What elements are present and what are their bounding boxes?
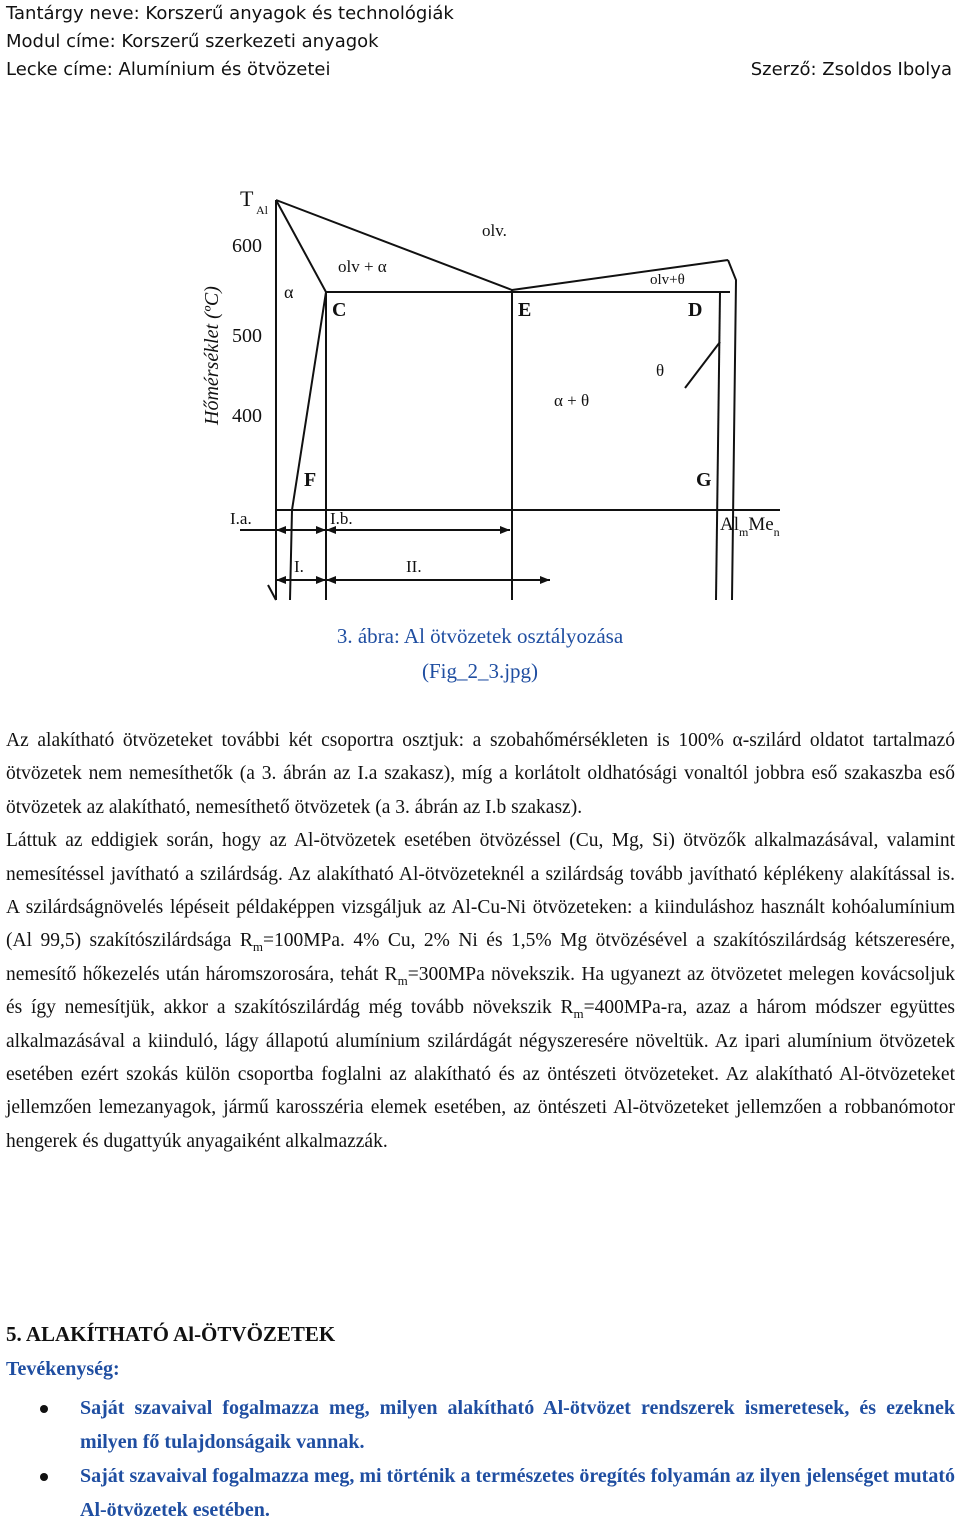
y-axis-label: Hőmérséklet (ºC) — [201, 286, 223, 425]
region-olv-alpha: olv + α — [338, 257, 387, 276]
phase-diagram — [180, 180, 780, 610]
liquidus-right — [512, 260, 728, 290]
compound-label: $Al_mMe_n$ — [720, 514, 780, 539]
tick-500: 500 — [232, 325, 262, 347]
point-g: G — [696, 469, 712, 491]
bullet-icon — [40, 1405, 48, 1413]
figure-caption: 3. ábra: Al ötvözetek osztályozása — [336, 624, 624, 648]
activity-list — [0, 1392, 955, 1528]
region-olv: olv. — [482, 221, 507, 240]
solvus-line — [276, 200, 326, 600]
range-ii-label: II. — [406, 557, 422, 576]
solvus-right — [716, 292, 720, 600]
region-olv-theta: olv+θ — [650, 272, 685, 288]
range-i-label: I. — [294, 557, 304, 576]
compound-line — [728, 260, 736, 600]
module-line: Modul címe: Korszerű szerkezeti anyagok — [6, 31, 379, 52]
figure-file-name: (Fig_2_3.jpg) — [421, 659, 539, 683]
phase-diagram-figure — [180, 180, 780, 610]
theta-pointer — [685, 342, 720, 388]
body-text — [6, 724, 955, 1158]
lesson-row — [6, 56, 952, 84]
list-item: Saját szavaival fogalmazza meg, mi történik a természetes öregítés folyamán az ilyen jelenséget mutató Al-ötvözetek esetében. — [0, 1460, 955, 1527]
activity-label: Tevékenység: — [6, 1358, 120, 1380]
tick-600: 600 — [232, 235, 262, 257]
lesson-line: Lecke címe: Alumínium és ötvözetei — [6, 59, 331, 80]
author-line: Szerző: Zsoldos Ibolya — [750, 59, 952, 80]
tick-400: 400 — [232, 405, 262, 427]
bullet-icon — [40, 1473, 48, 1481]
paragraph-2: Láttuk az eddigiek során, hogy az Al-ötvözetek esetében ötvözéssel (Cu, Mg, Si) ötvözők alkalmazásával, valamint nemesítéssel javítható a szilárdság. Az alakítható Al-ötvözeteknél a szilárdság tovább javítható képlékeny alakítással is. A szilárdságnövelés lépéseit példaképpen vizsgáljuk az Al-Cu-Ni ötvözeteken: a kiinduláshoz használt kohóalumínium (Al 99,5) szakítószilárdsága $R_m=100MPa$. 4% Cu, 2% Ni és 1,5% Mg ötvözésével a szakítószilárdság kétszeresére, nemesítő hőkezelés után háromszorosára, tehát $R_m=300MPa$ növekszik. Ha ugyanezt az ötvözetet melegen kovácsoljuk és így nemesítjük, akkor a szakítószilárdág még tovább növekszik $R_m=400MPa-ra$, azaz a három módszer együttes alkalmazásával a kiinduló, lágy állapotú alumínium szilárdágát négyszeresére növeltük. Az ipari alumínium ötvözetek esetében ezért szokás külön csoportba foglalni az alakítható és az öntészeti ötvözeteket. Az alakítható Al-ötvözeteket jellemzően lemezanyagok, jármű karosszéria elemek esetében, az öntészeti Al-ötvözeteket jellemzően a robbanómotor hengerek és dugattyúk anyagaiként alkalmazzák. — [6, 830, 956, 1152]
subject-line: Tantárgy neve: Korszerű anyagok és technológiák — [6, 3, 454, 24]
list-item: Saját szavaival fogalmazza meg, milyen alakítható Al-ötvözet rendszerek ismeretesek, és ezeknek milyen fő tulajdonságaik vannak. — [0, 1392, 955, 1459]
point-d: D — [688, 299, 703, 321]
section-title: 5. ALAKÍTHATÓ Al-ÖTVÖZETEK — [6, 1322, 336, 1346]
t-sub: Al — [256, 203, 268, 217]
page-header — [6, 0, 952, 84]
liquidus-left — [276, 200, 512, 290]
point-f: F — [304, 469, 317, 491]
paragraph-1: Az alakítható ötvözeteket további két csoportra osztjuk: a szobahőmérsékleten is 100% α-szilárd oldatot tartalmazó ötvözetek nem nemesíthetők (a 3. ábrán az I.a szakasz), míg a korlátolt oldhatósági vonaltól jobbra eső szakaszba eső ötvözetek az alakítható, nemesíthető ötvözetek (a 3. ábrán az I.b szakasz). — [6, 730, 955, 818]
region-alpha-theta: α + θ — [554, 391, 590, 410]
range-ib-label: I.b. — [330, 509, 353, 528]
region-alpha: α — [284, 282, 294, 302]
t-label: T — [240, 186, 254, 211]
point-e: E — [518, 299, 532, 321]
region-theta: θ — [656, 361, 665, 380]
point-c: C — [332, 299, 347, 321]
range-ia-label: I.a. — [230, 509, 252, 528]
